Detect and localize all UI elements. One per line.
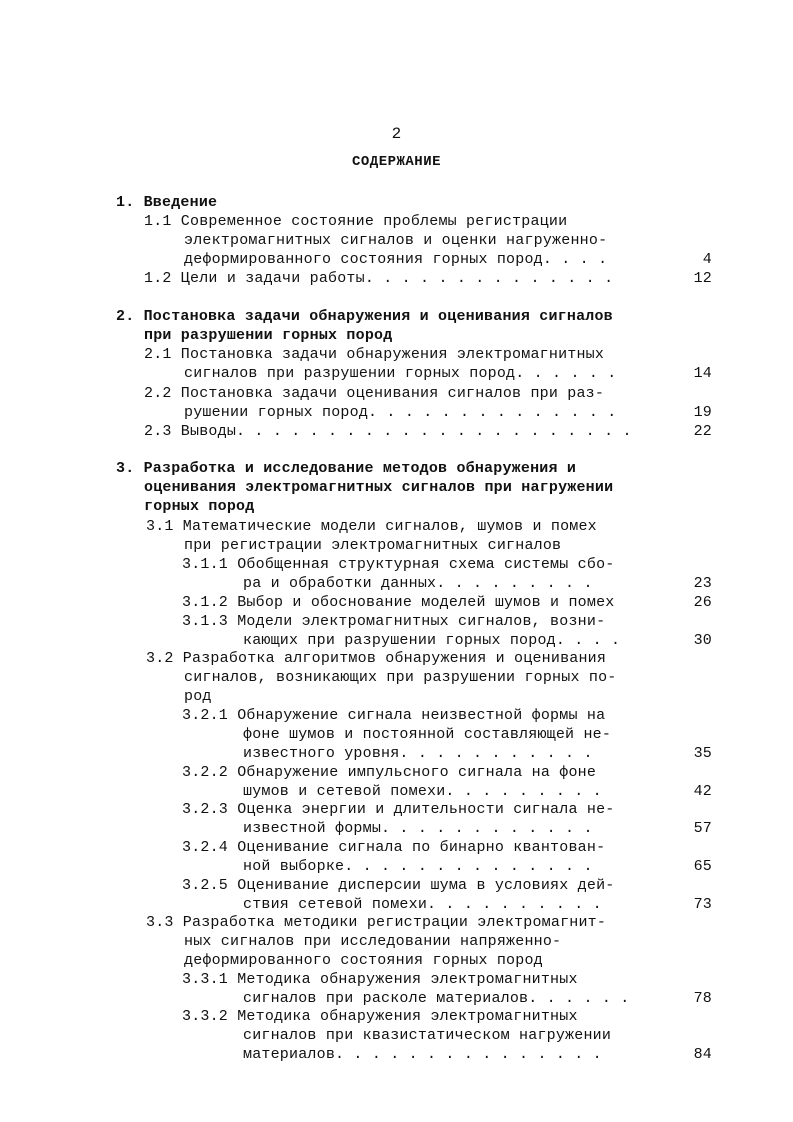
toc-entry-3-3-1-cont: сигналов при расколе материалов. . . . . .	[243, 990, 630, 1007]
toc-entry-2-2: 2.2 Постановка задачи оценивания сигналов при раз-	[144, 385, 605, 402]
toc-entry-3-2-5-cont: ствия сетевой помехи. . . . . . . . . .	[243, 896, 602, 913]
toc-entry-3-2-2: 3.2.2 Обнаружение импульсного сигнала на фоне	[182, 764, 597, 781]
toc-entry-3-3-1: 3.3.1 Методика обнаружения электромагнитных	[182, 971, 578, 988]
toc-page-ref: 14	[693, 365, 712, 382]
toc-entry-3-2-1-cont2: известного уровня. . . . . . . . . . .	[243, 745, 593, 762]
toc-entry-3-2-3: 3.2.3 Оценка энергии и длительности сигнала не-	[182, 801, 615, 818]
toc-entry-1-1-cont2: деформированного состояния горных пород. . . .	[184, 251, 608, 268]
toc-page-ref: 73	[693, 896, 712, 913]
toc-entry-2-1-cont: сигналов при разрушении горных пород. . . . . .	[184, 365, 617, 382]
toc-entry-3-1-2: 3.1.2 Выбор и обоснование моделей шумов и помех	[182, 594, 615, 611]
toc-page-ref: 30	[693, 632, 712, 649]
toc-page-ref: 57	[693, 820, 712, 837]
toc-entry-3-1-3-cont: кающих при разрушении горных пород. . . .	[243, 632, 621, 649]
toc-entry-3-3-2-cont2: материалов. . . . . . . . . . . . . . .	[243, 1046, 602, 1063]
toc-entry-2-1: 2.1 Постановка задачи обнаружения электромагнитных	[144, 346, 605, 363]
toc-section-1: 1. Введение	[116, 194, 218, 211]
toc-entry-3-1-cont: при регистрации электромагнитных сигналов	[184, 537, 562, 554]
toc-entry-3-2-1: 3.2.1 Обнаружение сигнала неизвестной формы на	[182, 707, 606, 724]
toc-section-2: 2. Постановка задачи обнаружения и оценивания сигналов	[116, 308, 613, 325]
toc-entry-3-1-1-cont: ра и обработки данных. . . . . . . . .	[243, 575, 593, 592]
toc-page-ref: 42	[693, 783, 712, 800]
toc-page-ref: 35	[693, 745, 712, 762]
toc-section-3-cont2: горных пород	[144, 498, 255, 515]
toc-entry-3-3-2: 3.3.2 Методика обнаружения электромагнитных	[182, 1008, 578, 1025]
toc-entry-3-3-cont1: ных сигналов при исследовании напряженно-	[184, 933, 562, 950]
toc-entry-3-1: 3.1 Математические модели сигналов, шумов и помех	[146, 518, 597, 535]
toc-entry-3-3-cont2: деформированного состояния горных пород	[184, 952, 543, 969]
toc-page-ref: 19	[693, 404, 712, 421]
toc-page-ref: 78	[693, 990, 712, 1007]
toc-entry-1-1-cont1: электромагнитных сигналов и оценки нагруженно-	[184, 232, 608, 249]
toc-entry-1-2: 1.2 Цели и задачи работы. . . . . . . . . . . . . .	[144, 270, 614, 287]
toc-entry-3-2-3-cont: известной формы. . . . . . . . . . . .	[243, 820, 593, 837]
toc-entry-3-3-2-cont1: сигналов при квазистатическом нагружении	[243, 1027, 612, 1044]
page-number: 2	[391, 125, 402, 143]
toc-entry-3-1-3: 3.1.3 Модели электромагнитных сигналов, возни-	[182, 613, 606, 630]
toc-entry-3-2-2-cont: шумов и сетевой помехи. . . . . . . . .	[243, 783, 602, 800]
toc-section-2-cont: при разрушении горных пород	[144, 327, 393, 344]
toc-entry-3-2-cont1: сигналов, возникающих при разрушении горных по-	[184, 669, 617, 686]
toc-entry-3-2-5: 3.2.5 Оценивание дисперсии шума в условиях дей-	[182, 877, 615, 894]
toc-entry-3-2-4-cont: ной выборке. . . . . . . . . . . . . .	[243, 858, 593, 875]
toc-page-ref: 26	[693, 594, 712, 611]
toc-page-ref: 65	[693, 858, 712, 875]
toc-page-ref: 84	[693, 1046, 712, 1063]
toc-entry-1-1: 1.1 Современное состояние проблемы регистрации	[144, 213, 568, 230]
toc-title: СОДЕРЖАНИЕ	[351, 154, 441, 170]
toc-entry-3-2-cont2: род	[184, 688, 212, 705]
toc-entry-3-2-4: 3.2.4 Оценивание сигнала по бинарно квантован-	[182, 839, 606, 856]
toc-section-3: 3. Разработка и исследование методов обнаружения и	[116, 460, 577, 477]
toc-entry-2-2-cont: рушении горных пород. . . . . . . . . . . . . .	[184, 404, 617, 421]
toc-page-ref: 22	[693, 423, 712, 440]
toc-entry-2-3: 2.3 Выводы. . . . . . . . . . . . . . . . . . . . . .	[144, 423, 632, 440]
toc-section-3-cont1: оценивания электромагнитных сигналов при нагружении	[144, 479, 614, 496]
toc-page-ref: 12	[693, 270, 712, 287]
toc-entry-3-2: 3.2 Разработка алгоритмов обнаружения и оценивания	[146, 650, 607, 667]
toc-page-ref: 23	[693, 575, 712, 592]
toc-entry-3-1-1: 3.1.1 Обобщенная структурная схема системы сбо-	[182, 556, 615, 573]
toc-entry-3-3: 3.3 Разработка методики регистрации электромагнит-	[146, 914, 607, 931]
toc-page-ref: 4	[702, 251, 712, 268]
toc-entry-3-2-1-cont1: фоне шумов и постоянной составляющей не-	[243, 726, 612, 743]
